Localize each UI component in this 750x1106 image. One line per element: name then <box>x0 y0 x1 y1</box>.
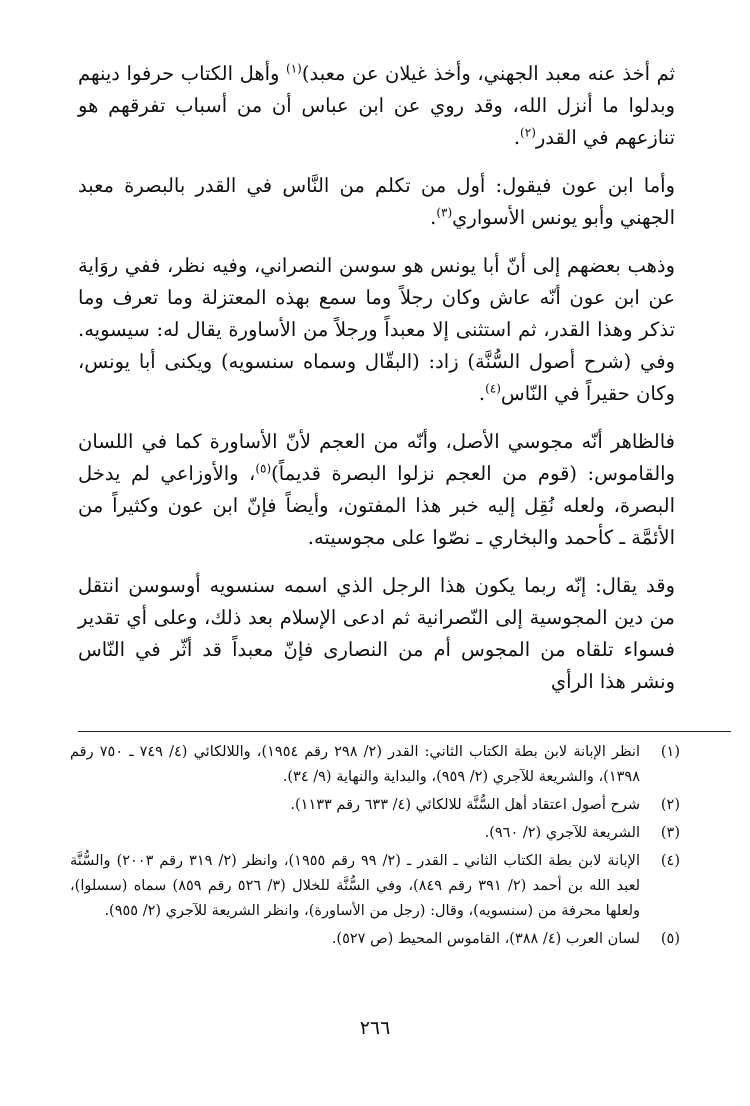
page-number: ٢٦٦ <box>359 1017 391 1039</box>
paragraph-text: وأما ابن عون فيقول: أول من تكلم من النَّاس في القدر بالبصرة معبد الجهني وأبو يونس الأسواري <box>78 174 675 229</box>
footnotes <box>70 740 680 955</box>
paragraph-text: وأهل الكتاب حرفوا دينهم وبدلوا ما أنزل الله، وقد روي عن ابن عباس أن من أسباب تفرقهم هو تنازعهم في القدر <box>78 62 675 149</box>
paragraph-text: . <box>478 382 486 405</box>
footnote-ref: (٥) <box>255 461 272 476</box>
paragraph-text: . <box>430 206 437 229</box>
footnote-divider <box>78 731 731 732</box>
footnote-number: (٢) <box>660 797 680 813</box>
footnote-ref: (٢) <box>520 125 536 140</box>
paragraph <box>78 250 675 410</box>
footnote-number: (٤) <box>660 853 680 869</box>
footnote-text: لسان العرب (٤/ ٣٨٨)، القاموس المحيط (ص ٥٢٧). <box>331 931 640 947</box>
footnote-text: الشريعة للآجري (٢/ ٩٦٠). <box>484 825 640 841</box>
footnote-ref: (٤) <box>485 381 501 396</box>
paragraph <box>78 570 675 698</box>
footnote <box>70 821 680 846</box>
paragraph <box>78 426 675 554</box>
footnote-number: (٥) <box>660 931 680 947</box>
paragraph <box>78 58 675 154</box>
paragraph-text: ، والأوزاعي لم يدخل البصرة، ولعله نُقِل إليه خبر هذا المفتون، وأيضاً فإنّ ابن عون وكثيراً من الأئمَّة ـ كأحمد والبخاري ـ نصّوا على مجوسيته. <box>78 462 675 549</box>
paragraph <box>78 170 675 234</box>
footnote-text: الإبانة لابن بطة الكتاب الثاني ـ القدر ـ (٢/ ٩٩ رقم ١٩٥٥)، وانظر (٢/ ٣١٩ رقم ٢٠٠٣) والسُّنَّة لعبد الله بن أحمد (٢/ ٣٩١ رقم ٨٤٩)، وفي السُّنَّة للخلال (٣/ ٥٢٦ رقم ٨٥٩) سماه (سسلوا)، ولعلها محرفة من (سنسويه)، وقال: (رجل من الأساورة)، وانظر الشريعة للآجري (٢/ ٩٥٥). <box>70 853 641 919</box>
footnote-ref: (١) <box>286 61 302 76</box>
footnote-text: شرح أصول اعتقاد أهل السُّنَّة للالكائي (٤/ ٦٣٣ رقم ١١٣٣). <box>290 797 640 813</box>
paragraph-text: ثم أخذ عنه معبد الجهني، وأخذ غيلان عن معبد) <box>301 62 675 85</box>
paragraph-text: . <box>513 126 521 149</box>
footnote <box>70 849 680 924</box>
footnote-number: (٣) <box>660 825 680 841</box>
footnote-ref: (٣) <box>436 205 453 220</box>
paragraph-text: وقد يقال: إنّه ربما يكون هذا الرجل الذي اسمه سنسويه أوسوسن انتقل من دين المجوسية إلى النّصرانية ثم ادعى الإسلام بعد ذلك، وعلى أي تقدير فسواء تلقاه من المجوس أم من النصارى فإنّ معبداً قد أثّر في النّاس ونشر هذا الرأي <box>78 574 675 693</box>
footnote-text: انظر الإبانة لابن بطة الكتاب الثاني: القدر (٢/ ٢٩٨ رقم ١٩٥٤)، واللالكائي (٤/ ٧٤٩ ـ ٧٥٠ رقم ١٣٩٨)، والشريعة للآجري (٢/ ٩٥٩)، والبداية والنهاية (٩/ ٣٤). <box>70 744 640 785</box>
footnote <box>70 927 680 952</box>
paragraph-text: وذهب بعضهم إلى أنّ أبا يونس هو سوسن النصراني، وفيه نظر، ففي روَاية عن ابن عون أنّه عاش وكان رجلاً وما سمع بهذه المعتزلة وما تعرف وما تذكر وهذا القدر، ثم استثنى إلا معبداً ورجلاً من الأساورة يقال له: سيسويه. وفي (شرح أصول السُّنَّة) زاد: (البقّال وسماه سنسويه) ويكنى أبا يونس، وكان حقيراً في النّاس <box>78 254 675 405</box>
paragraph-text: فالظاهر أنّه مجوسي الأصل، وأنّه من العجم لأنّ الأساورة كما في اللسان والقاموس: (قوم من العجم نزلوا البصرة قديماً) <box>78 430 675 485</box>
footnote <box>70 740 680 790</box>
main-text <box>78 58 675 714</box>
footnote <box>70 793 680 818</box>
footnote-number: (١) <box>660 744 680 760</box>
